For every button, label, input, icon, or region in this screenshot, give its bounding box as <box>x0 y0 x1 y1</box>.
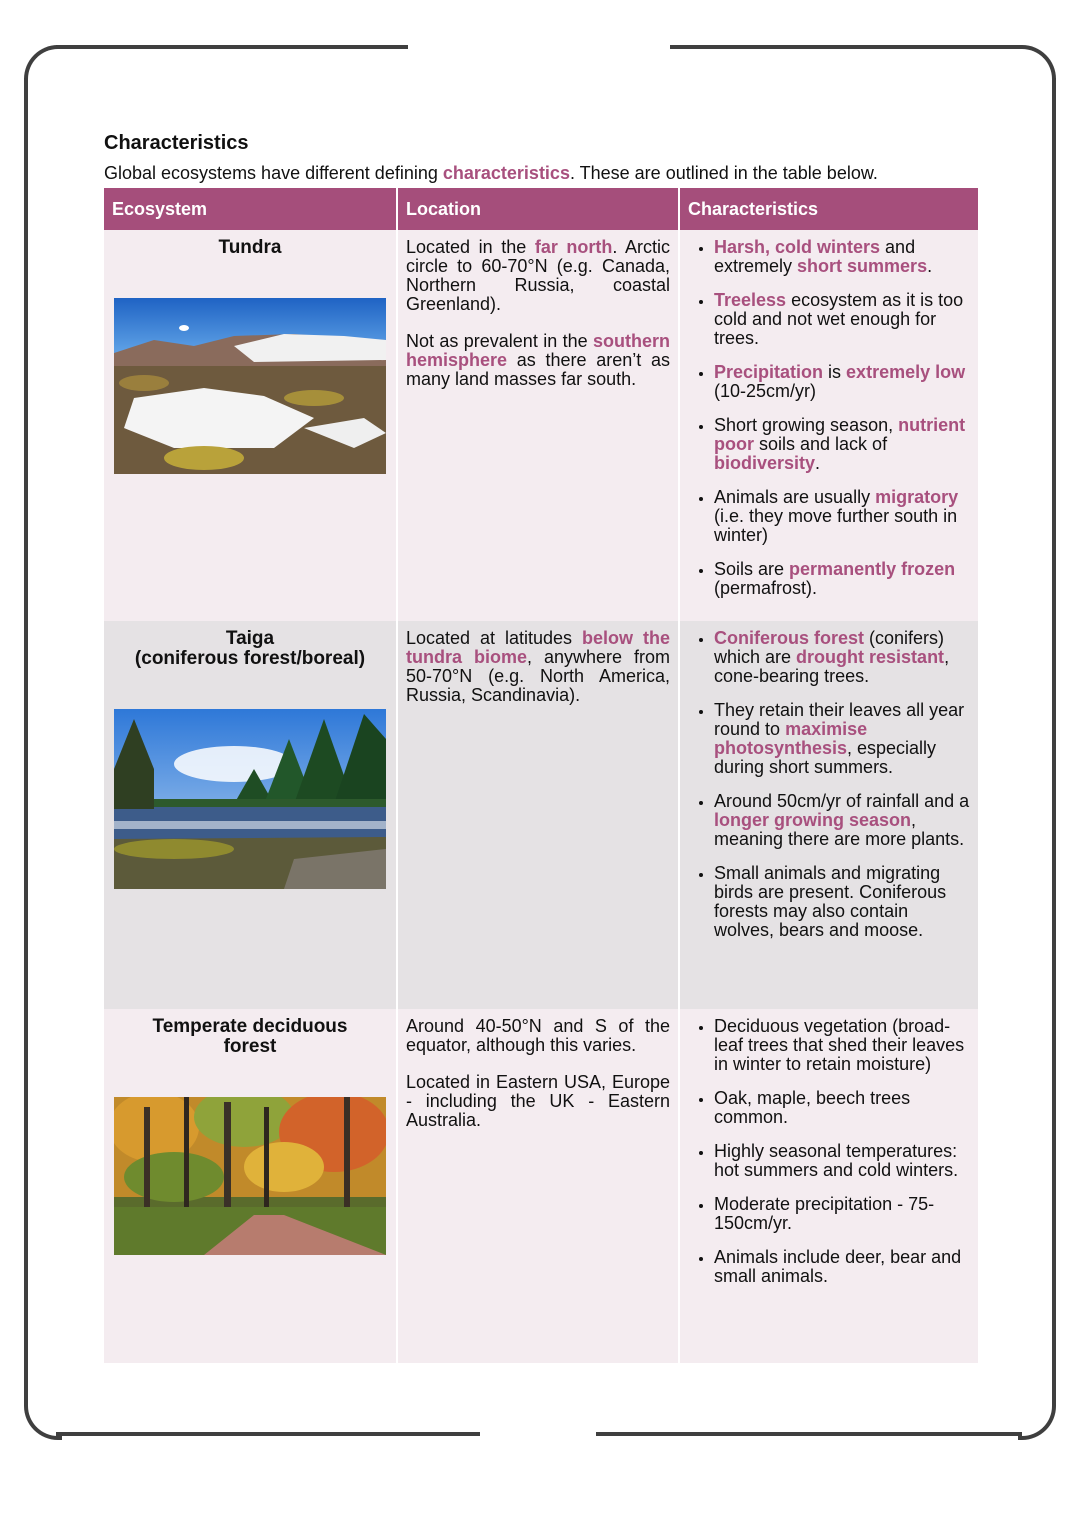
text-segment: Small animals and migrating birds are present. Coniferous forests may also contain wolves, bears and moose. <box>714 863 947 940</box>
text-segment: (10-25cm/yr) <box>714 381 817 401</box>
location-cell <box>397 1009 679 1363</box>
header-ecosystem: Ecosystem <box>104 188 397 230</box>
text-segment: Short growing season, <box>714 415 899 435</box>
highlight-term: nutrient poor <box>714 415 966 454</box>
text-segment: Soils are <box>714 559 790 579</box>
location-cell <box>397 621 679 1009</box>
highlight-term: below the tundra biome <box>406 628 670 667</box>
text-segment: , especially during short summers. <box>714 738 937 777</box>
frame-bottom-right <box>596 1432 1022 1436</box>
characteristics-cell <box>679 621 978 1009</box>
list-item <box>714 363 970 401</box>
text-segment: Around 40-50°N and S of the equator, although this varies. <box>406 1016 670 1055</box>
highlight-term: southern hemisphere <box>406 331 670 370</box>
list-item <box>714 560 970 598</box>
text-segment: Located in the <box>406 237 535 257</box>
list-item <box>714 1248 970 1286</box>
text-segment: ecosystem as it is too cold and not wet enough for trees. <box>714 290 964 348</box>
tundra-photo <box>114 298 386 474</box>
table-row-taiga <box>104 621 978 1009</box>
text-segment: Around 50cm/yr of rainfall and a <box>714 791 970 811</box>
text-segment: Highly seasonal temperatures: hot summers and cold winters. <box>714 1141 959 1180</box>
frame-right <box>1052 78 1056 1406</box>
characteristics-cell <box>679 1009 978 1363</box>
highlight-term: far north <box>534 237 613 257</box>
list-item <box>714 864 970 940</box>
text-segment: Animals are usually <box>714 487 876 507</box>
list-item <box>714 629 970 686</box>
text-segment: and extremely <box>714 237 916 276</box>
header-location: Location <box>397 188 679 230</box>
frame-top-right <box>670 45 1022 49</box>
ecosystems-table <box>104 188 978 1363</box>
intro-after: . These are outlined in the table below. <box>569 163 878 183</box>
list-item <box>714 1142 970 1180</box>
intro-text <box>104 163 978 184</box>
ecosystem-name: Taiga (coniferous forest/boreal) <box>134 628 366 669</box>
location-paragraph <box>406 332 670 389</box>
highlight-term: drought resistant <box>796 647 945 667</box>
text-segment: , anywhere from 50-70°N (e.g. North America, Russia, Scandinavia). <box>406 647 670 705</box>
ecosystem-name: Temperate deciduous forest <box>152 1016 348 1057</box>
location-paragraph <box>406 238 670 314</box>
text-segment: (conifers) which are <box>714 628 945 667</box>
frame-top-left <box>56 45 408 49</box>
section-title: Characteristics <box>104 132 249 154</box>
text-segment: , meaning there are more plants. <box>714 810 965 849</box>
ecosystem-cell <box>104 1009 397 1363</box>
text-segment: . Arctic circle to 60-70°N (e.g. Canada, Northern Russia, coastal Greenland). <box>406 237 670 314</box>
highlight-term: Treeless <box>714 290 787 310</box>
text-segment: Located in Eastern USA, Europe - including the UK - Eastern Australia. <box>406 1072 670 1130</box>
list-item <box>714 792 970 849</box>
highlight-term: permanently frozen <box>789 559 956 579</box>
highlight-term: Harsh, cold winters <box>714 237 881 257</box>
text-segment: soils and lack of <box>754 434 888 454</box>
taiga-photo <box>114 709 386 889</box>
intro-before: Global ecosystems have different defining <box>104 163 443 183</box>
text-segment: is <box>823 362 847 382</box>
characteristics-list <box>688 238 970 598</box>
characteristics-cell <box>679 230 978 621</box>
table-row-tundra <box>104 230 978 621</box>
text-segment: . <box>927 256 933 276</box>
text-segment: Not as prevalent in the <box>406 331 593 351</box>
location-cell <box>397 230 679 621</box>
ecosystem-name: Tundra <box>218 237 282 258</box>
text-segment: Oak, maple, beech trees common. <box>714 1088 911 1127</box>
characteristics-list <box>688 629 970 940</box>
ecosystem-cell <box>104 621 397 1009</box>
text-segment: Animals include deer, bear and small animals. <box>714 1247 962 1286</box>
ecosystem-cell <box>104 230 397 621</box>
highlight-term: Coniferous forest <box>714 628 865 648</box>
header-characteristics: Characteristics <box>679 188 978 230</box>
highlight-term: longer growing season <box>714 810 912 830</box>
table-row-temperate <box>104 1009 978 1363</box>
text-segment: (permafrost). <box>714 578 818 598</box>
list-item <box>714 1089 970 1127</box>
frame-corner-tr <box>1018 45 1056 83</box>
text-segment: , cone-bearing trees. <box>714 647 950 686</box>
frame-corner-tl <box>24 45 62 83</box>
highlight-term: migratory <box>875 487 959 507</box>
text-segment: They retain their leaves all year round to <box>714 700 965 739</box>
list-item <box>714 1195 970 1233</box>
list-item <box>714 238 970 276</box>
content <box>104 132 978 1363</box>
highlight-term: Precipitation <box>714 362 824 382</box>
list-item <box>714 416 970 473</box>
characteristics-list <box>688 1017 970 1286</box>
frame-bottom-left <box>56 1432 480 1436</box>
table-header-row <box>104 188 978 230</box>
highlight-term: extremely low <box>846 362 966 382</box>
text-segment: (i.e. they move further south in winter) <box>714 506 958 545</box>
frame-corner-br <box>1018 1402 1056 1440</box>
highlight-term: short summers <box>797 256 928 276</box>
location-paragraph <box>406 1017 670 1055</box>
text-segment: . <box>815 453 821 473</box>
intro-highlight: characteristics <box>442 163 570 183</box>
highlight-term: maximise photosynthesis <box>714 719 868 758</box>
text-segment: as there aren’t as many land masses far south. <box>406 350 670 389</box>
highlight-term: biodiversity <box>714 453 816 473</box>
deciduous-photo <box>114 1097 386 1255</box>
list-item <box>714 488 970 545</box>
location-paragraph <box>406 1073 670 1130</box>
text-segment: Moderate precipitation - 75-150cm/yr. <box>714 1194 935 1233</box>
list-item <box>714 1017 970 1074</box>
text-segment: Deciduous vegetation (broad-leaf trees that shed their leaves in winter to retain moisture) <box>714 1016 965 1074</box>
list-item <box>714 291 970 348</box>
text-segment: Located at latitudes <box>406 628 583 648</box>
location-paragraph <box>406 629 670 705</box>
frame-left <box>24 78 28 1406</box>
list-item <box>714 701 970 777</box>
